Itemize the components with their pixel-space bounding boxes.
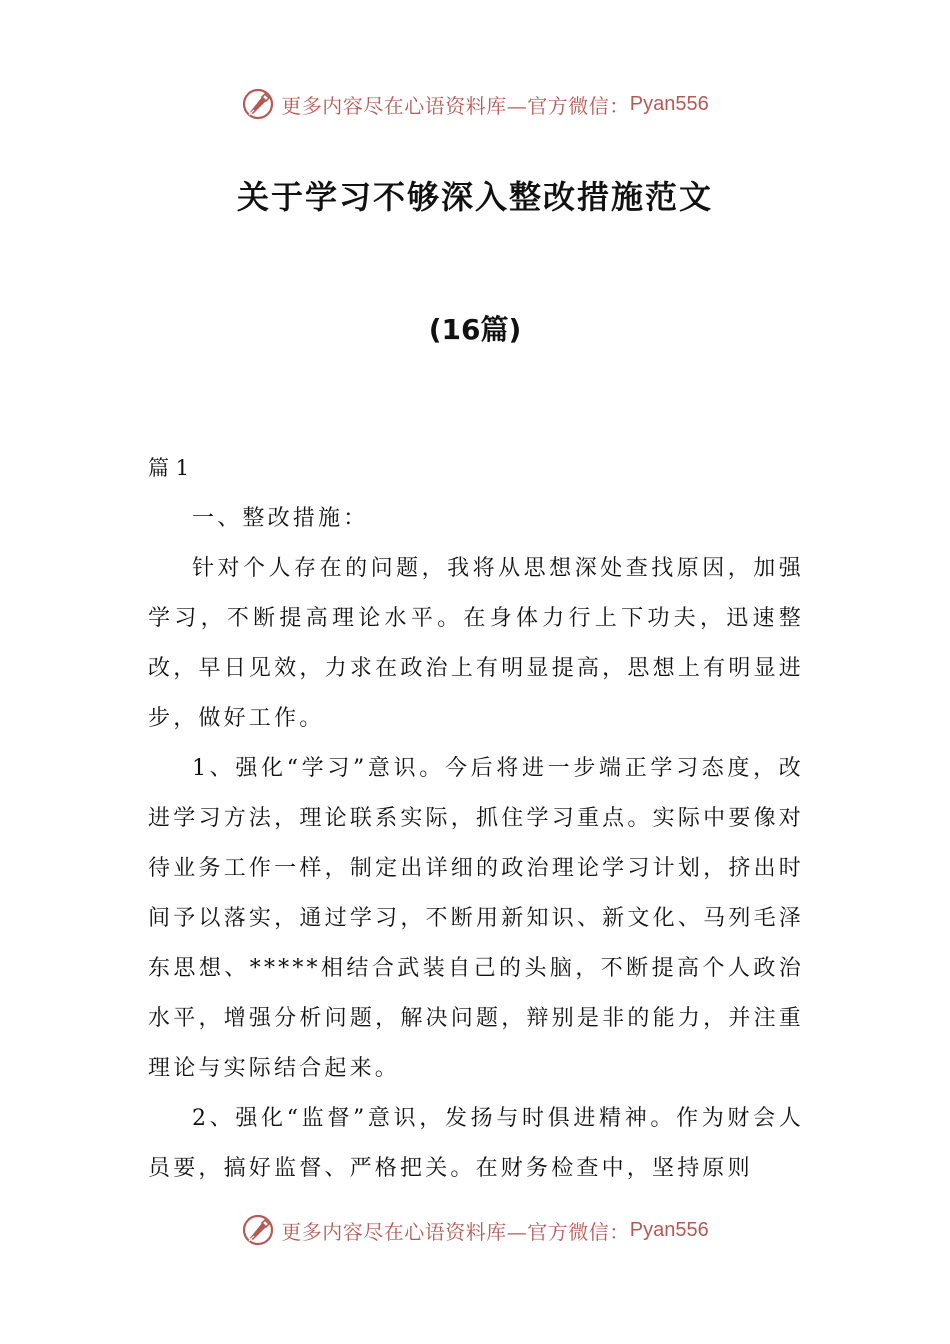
document-subtitle: (16篇) bbox=[428, 313, 522, 346]
paragraph: 针对个人存在的问题，我将从思想深处查找原因，加强学习，不断提高理论水平。在身体力行上下功夫，迅速整改，早日见效，力求在政治上有明显提高，思想上有明显进步，做好工作。 bbox=[148, 556, 804, 731]
banner-text: 更多内容尽在心语资料库—官方微信： bbox=[281, 93, 630, 118]
header-banner bbox=[0, 84, 950, 124]
paragraph: 2、强化“监督”意识，发扬与时俱进精神。作为财会人员要，搞好监督、严格把关。在财务检查中，坚持原则 bbox=[148, 1106, 804, 1181]
document-body bbox=[148, 494, 804, 1194]
document-title: 关于学习不够深入整改措施范文 bbox=[236, 178, 713, 216]
banner-wechat-handle: Pyan556 bbox=[629, 1218, 709, 1241]
banner-text: 更多内容尽在心语资料库—官方微信： bbox=[281, 1219, 630, 1244]
paragraph: 一、整改措施： bbox=[192, 506, 369, 531]
pen-nib-logo-icon bbox=[241, 87, 275, 121]
banner-wechat-handle: Pyan556 bbox=[629, 92, 709, 115]
footer-banner bbox=[0, 1210, 950, 1250]
section-label: 篇 1 bbox=[148, 456, 190, 480]
pen-nib-logo-icon bbox=[241, 1213, 275, 1247]
paragraph: 1、强化“学习”意识。今后将进一步端正学习态度，改进学习方法，理论联系实际，抓住学习重点。实际中要像对待业务工作一样，制定出详细的政治理论学习计划，挤出时间予以落实，通过学习，不断用新知识、新文化、马列毛泽东思想、*****相结合武装自己的头脑，不断提高个人政治水平，增强分析问题，解决问题，辩别是非的能力，并注重理论与实际结合起来。 bbox=[148, 756, 804, 1081]
